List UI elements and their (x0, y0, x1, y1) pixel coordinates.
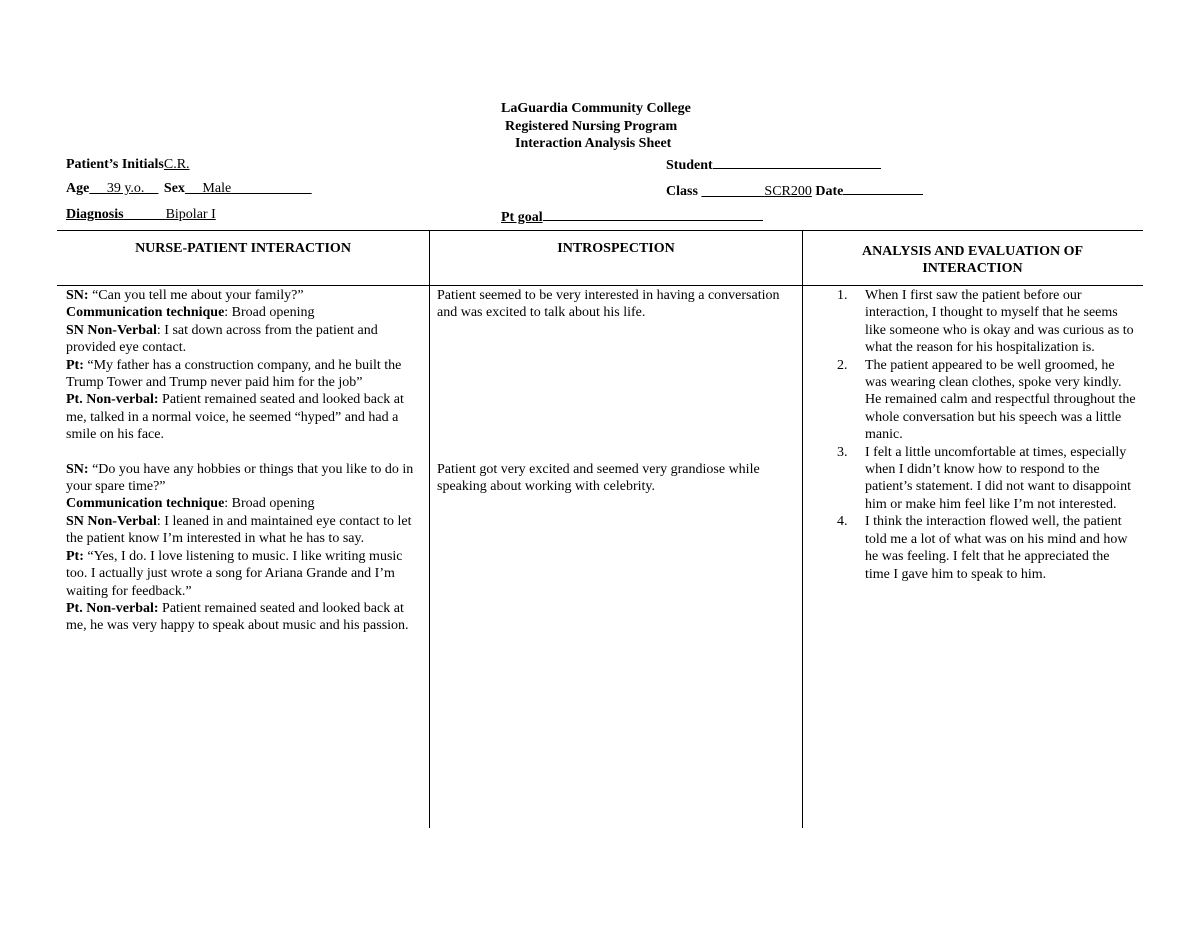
introspection-1: Patient seemed to be very interested in having a conversation and was excited to talk about his life. (437, 288, 780, 321)
table-top-border (57, 230, 1143, 231)
class-value: SCR200 (764, 184, 812, 199)
initials-value: C.R. (163, 157, 190, 172)
analysis-item: 3. I felt a little uncomfortable at times, especially when I didn’t know how to respond to the patient’s statement. I did not want to disappoint him or make him feel like I’m not interested. (837, 444, 1131, 512)
class-label: Class (666, 184, 698, 199)
patient-initials-field (66, 154, 272, 173)
initials-label: Patient’s Initials (66, 157, 164, 172)
column-divider-1 (429, 230, 430, 828)
diagnosis-value: Bipolar I (165, 207, 216, 222)
interaction-2: SN: “Do you have any hobbies or things that you like to do in your spare time?” Communication technique: Broad opening SN Non-Verbal: I leaned in and maintained eye contact to let the patient know I’m interested in what he has to say. Pt: “Yes, I do. I love listening to music. I like writing music too. I actually just wrote a song for Ariana Grande and I’m waiting for feedback.” Pt. Non-verbal: Patient remained seated and looked back at me, he was very happy to speak about music and his passion. (66, 461, 414, 634)
sheet-title: Interaction Analysis Sheet (515, 136, 672, 151)
student-label: Student (666, 158, 713, 173)
program-name: Registered Nursing Program (505, 119, 678, 134)
sex-label: Sex (163, 181, 185, 196)
interaction-1: SN: “Can you tell me about your family?” Communication technique: Broad opening SN Non-Verbal: I sat down across from the patient and provided eye contact. Pt: “My father has a construction company, and he built the Trump Tower and Trump never paid him for the job” Pt. Non-verbal: Patient remained seated and looked back at me, talked in a normal voice, he seemed “hyped” and had a smile on his face. (66, 288, 404, 443)
student-field (666, 154, 881, 174)
pt-goal-label: Pt goal (501, 210, 543, 225)
analysis-column (837, 287, 1137, 583)
sex-value: Male (202, 181, 232, 196)
introspection-2: Patient got very excited and seemed very grandiose while speaking about working with celebrity. (437, 462, 760, 495)
analysis-item: 4. I think the interaction flowed well, the patient told me a lot of what was on his mind and how he was feeling. I felt that he appreciated the time I gave him to speak to him. (837, 514, 1128, 582)
header-analysis: ANALYSIS AND EVALUATION OF INTERACTION (861, 244, 1084, 276)
student-blank (713, 154, 881, 169)
header-introspection: INTROSPECTION (557, 241, 675, 256)
age-sex-field (66, 180, 312, 197)
class-date-field (666, 180, 923, 200)
analysis-item: 1. When I first saw the patient before our interaction, I thought to myself that he seems like someone who is okay and was curious as to what the reason for his hospitalization is. (837, 288, 1134, 356)
analysis-item: 2. The patient appeared to be well groomed, he was wearing clean clothes, spoke very kindly. He remained calm and respectful throughout the whole conversation but his speech was a little manic. (837, 357, 1136, 443)
analysis-list (837, 287, 1137, 583)
pt-goal-field (501, 206, 763, 226)
header-divider-1 (57, 285, 429, 286)
header-interaction: NURSE-PATIENT INTERACTION (135, 241, 351, 256)
diagnosis-label: Diagnosis (66, 207, 124, 222)
college-name: LaGuardia Community College (501, 101, 691, 116)
date-blank (843, 180, 923, 195)
diagnosis-field (66, 206, 478, 223)
header-divider-3 (803, 285, 1143, 286)
date-label: Date (815, 184, 844, 199)
age-label: Age (66, 181, 90, 196)
age-value: 39 y.o. (106, 181, 145, 196)
pt-goal-blank (543, 206, 763, 221)
interaction-column (66, 287, 420, 635)
column-divider-2 (802, 230, 803, 828)
header-divider-2 (430, 285, 802, 286)
